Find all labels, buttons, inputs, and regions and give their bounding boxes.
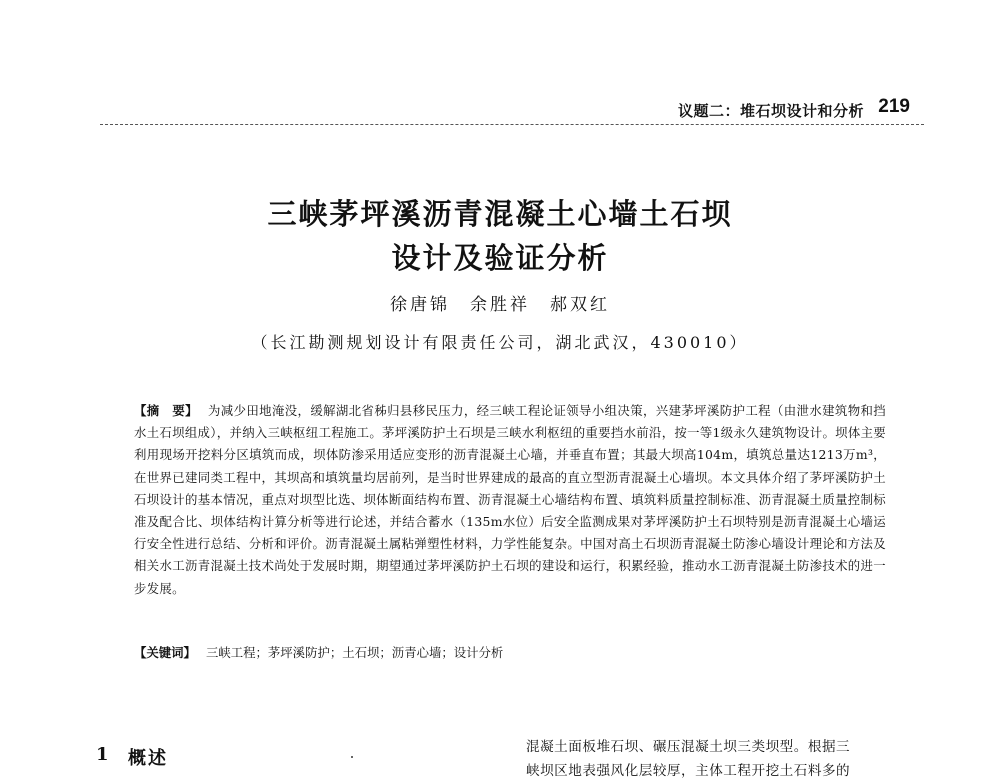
page-speck	[351, 756, 353, 758]
running-header	[100, 96, 924, 125]
keywords	[134, 642, 886, 664]
abstract-text: 为减少田地淹没，缓解湖北省秭归县移民压力，经三峡工程论证领导小组决策，兴建茅坪溪防护工程（由泄水建筑物和挡水土石坝组成），并纳入三峡枢纽工程施工。茅坪溪防护土石坝是三峡水利枢纽的重要挡水前沿，按一等1级永久建筑物设计。坝体主要利用现场开挖料分区填筑而成，坝体防渗采用适应变形的沥青混凝土心墙，并垂直布置；其最大坝高104m，填筑总量达1213万m³，在世界已建同类工程中，其坝高和填筑量均居前列，是当时世界建成的最高的直立型沥青混凝土心墙坝。本文具体介绍了茅坪溪防护土石坝设计的基本情况，重点对坝型比选、坝体断面结构布置、沥青混凝土心墙结构布置、填筑料质量控制标准、沥青混凝土质量控制标准及配合比、坝体结构计算分析等进行论述，并结合蓄水（135m水位）后安全监测成果对茅坪溪防护土石坝特别是沥青混凝土心墙运行安全性进行总结、分析和评价。沥青混凝土属粘弹塑性材料，力学性能复杂。中国对高土石坝沥青混凝土防渗心墙设计理论和方法及相关水工沥青混凝土技术尚处于发展时期，期望通过茅坪溪防护土石坝的建设和运行，积累经验，推动水工沥青混凝土防渗技术的进一步发展。	[134, 403, 887, 596]
paper-title-line-1: 三峡茅坪溪沥青混凝土心墙土石坝	[267, 197, 733, 231]
column2-line-2: 峡坝区地表强风化层较厚，主体工程开挖土石料多的	[526, 763, 851, 779]
keywords-label: 【关键词】	[134, 645, 196, 660]
section-number: 1	[96, 744, 109, 765]
abstract-label: 【摘 要】	[134, 403, 198, 418]
running-title: 议题二：堆石坝设计和分析	[677, 102, 864, 120]
affiliation: （长江勘测规划设计有限责任公司，湖北武汉，430010）	[251, 333, 749, 352]
paper-title-line-2: 设计及验证分析	[391, 241, 609, 275]
column2-line-1: 混凝土面板堆石坝、碾压混凝土坝三类坝型。根据三	[526, 739, 851, 755]
abstract	[134, 400, 886, 600]
section-title: 概述	[128, 748, 168, 769]
authors: 徐唐锦 余胜祥 郝双红	[390, 295, 610, 315]
page-number: 219	[878, 96, 910, 117]
keywords-text: 三峡工程；茅坪溪防护；土石坝；沥青心墙；设计分析	[205, 645, 504, 660]
